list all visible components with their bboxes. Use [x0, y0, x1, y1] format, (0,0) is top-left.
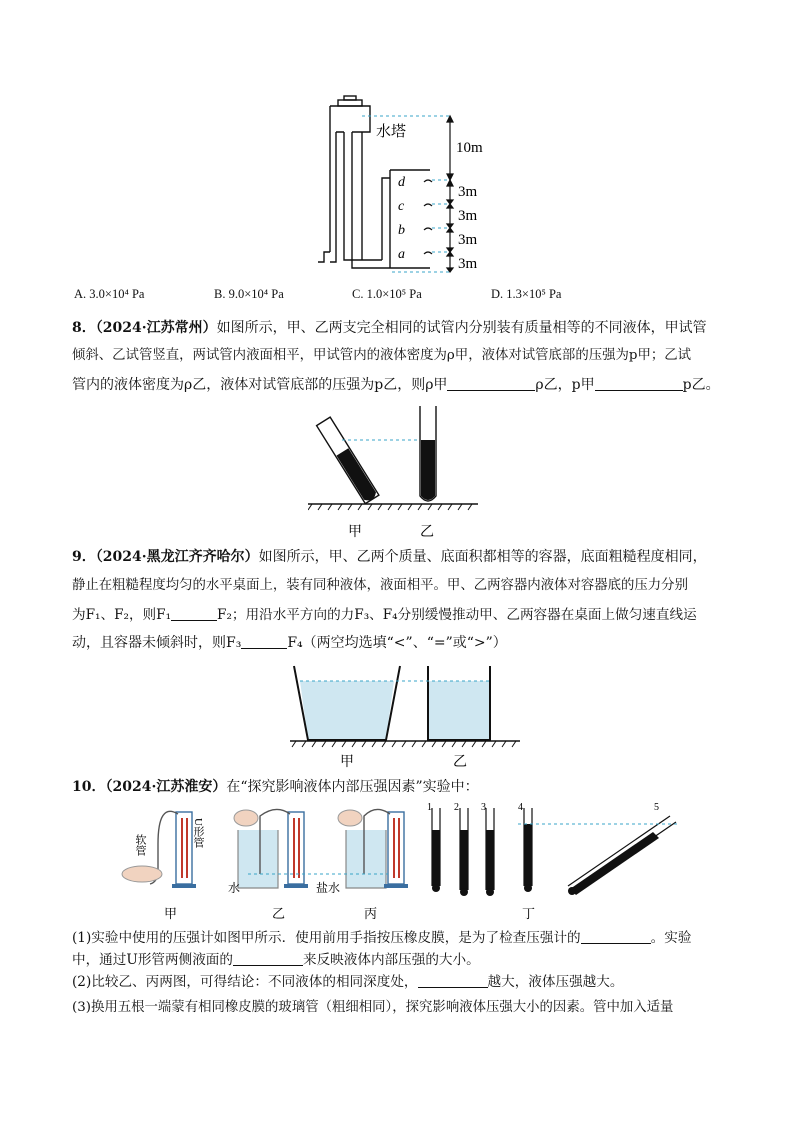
q9-line-1: 9．（2024·黑龙江齐齐哈尔）如图所示，甲、乙两个质量、底面积都相等的容器，底面粗糙程度相同，	[72, 549, 707, 565]
height-label: 10m	[456, 140, 483, 156]
option-b: B. 9.0×10⁴ Pa	[214, 287, 284, 301]
container-label: 乙	[453, 755, 467, 770]
answer-blank[interactable]	[171, 606, 217, 621]
panel-jia	[122, 811, 205, 888]
answer-blank[interactable]	[581, 929, 651, 944]
panel-label: 丙	[364, 906, 378, 921]
panel-label: 甲	[164, 906, 178, 921]
q10-part-3: (3)换用五根一端蒙有相同橡皮膜的玻璃管（粗细相同），探究影响液体压强大小的因素。管中加入适量	[72, 1000, 674, 1015]
tube-number: 3	[481, 802, 486, 813]
answer-blank[interactable]	[241, 634, 287, 649]
water-tower-figure	[300, 92, 520, 278]
q9-line-3: 为F₁、F₂，则F₁ F₂；用沿水平方向的力F₃、F₄分别缓慢推动甲、乙两容器在桌面上做匀速直线运	[72, 607, 697, 623]
q9-line-4: 动，且容器未倾斜时，则F₃ F₄（两空均选填“<”、“=”或“>”）	[72, 635, 507, 651]
gap-label: 3m	[458, 184, 478, 200]
containers-figure	[290, 660, 520, 772]
q8-line-2: 倾斜、乙试管竖直，两试管内液面相平，甲试管内的液体密度为ρ甲，液体对试管底部的压强为p甲；乙试	[72, 348, 692, 363]
answer-blank[interactable]	[595, 376, 683, 391]
tube-number: 4	[518, 802, 523, 813]
soft-tube-label: 软管	[134, 834, 146, 856]
option-d: D. 1.3×10⁵ Pa	[491, 287, 562, 301]
tube-number: 5	[654, 802, 659, 813]
u-tube-label: U形管	[192, 818, 204, 848]
q8-line-1: 8．（2024·江苏常州）如图所示，甲、乙两支完全相同的试管内分别装有质量相等的不同液体，甲试管	[72, 320, 707, 336]
test-tubes-figure	[308, 400, 488, 542]
q9-line-2: 静止在粗糙程度均匀的水平桌面上，装有同种液体，液面相平。甲、乙两容器内液体对容器底的压力分别	[72, 578, 688, 593]
q10-part-2: (2)比较乙、丙两图，可得结论：不同液体的相同深度处， 越大，液体压强越大。	[72, 974, 624, 990]
answer-blank[interactable]	[233, 951, 303, 966]
gap-label: 3m	[458, 232, 478, 248]
panel-label: 丁	[522, 906, 536, 921]
tap-label: b	[398, 223, 405, 238]
salt-water-label: 盐水	[316, 881, 341, 895]
answer-blank[interactable]	[447, 376, 535, 391]
tap-label: d	[398, 175, 405, 190]
q10-part-1: (1)实验中使用的压强计如图甲所示．使用前用手指按压橡皮膜，是为了检查压强计的 。实验	[72, 930, 692, 946]
q10-part-1-cont: 中，通过U形管两侧液面的 来反映液体内部压强的大小。	[72, 952, 480, 968]
option-a: A. 3.0×10⁴ Pa	[74, 287, 145, 301]
pressure-experiment-figure	[118, 800, 708, 922]
container-label: 甲	[340, 755, 354, 770]
gap-label: 3m	[458, 256, 478, 272]
option-c: C. 1.0×10⁵ Pa	[352, 287, 422, 301]
panel-bing	[316, 809, 408, 895]
tube-label: 甲	[348, 525, 362, 540]
q8-line-3: 管内的液体密度为ρ乙，液体对试管底部的压强为p乙，则ρ甲 ρ乙，p甲 p乙。	[72, 377, 720, 393]
tower-label: 水塔	[376, 124, 407, 140]
tap-label: c	[398, 199, 405, 214]
panel-yi	[228, 809, 308, 895]
tube-number: 2	[454, 802, 459, 813]
answer-blank[interactable]	[418, 973, 488, 988]
tap-label: a	[398, 247, 405, 262]
tube-number: 1	[427, 802, 432, 813]
tube-label: 乙	[420, 525, 434, 540]
water-label: 水	[228, 881, 241, 895]
q10-line-1: 10．（2024·江苏淮安）在“探究影响液体内部压强因素”实验中：	[72, 779, 479, 795]
panel-label: 乙	[272, 906, 286, 921]
gap-label: 3m	[458, 208, 478, 224]
